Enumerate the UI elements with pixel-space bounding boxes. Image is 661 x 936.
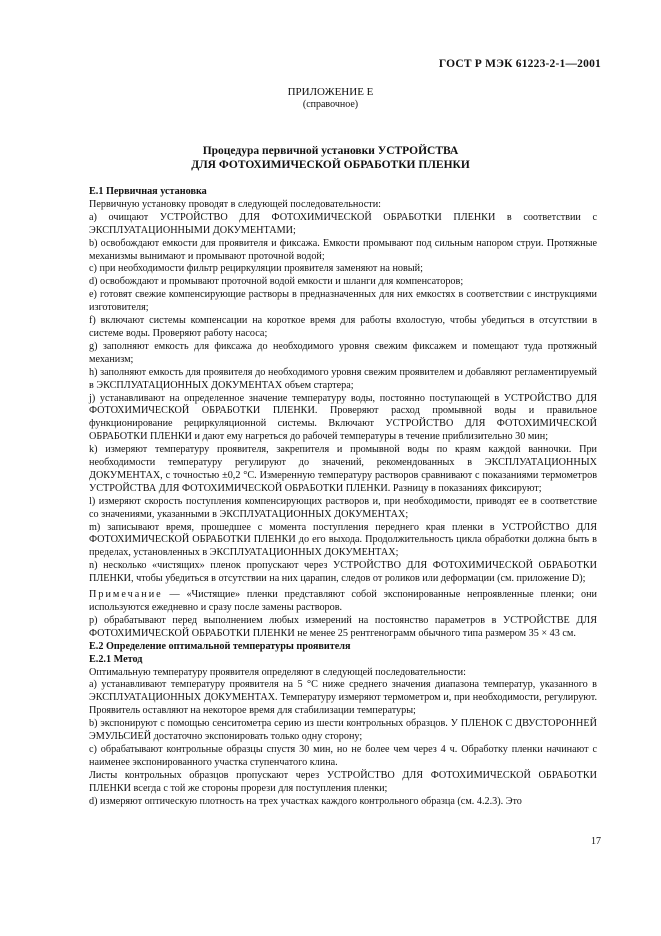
body-paragraph: e) готовят свежие компенсирующие растворы в предназначенных для них емкостях в соответствии с инструкциями изготовителя; — [89, 289, 597, 314]
body-paragraph: Первичную установку проводят в следующей последовательности: — [89, 198, 381, 210]
document-title-line2: ДЛЯ ФОТОХИМИЧЕСКОЙ ОБРАБОТКИ ПЛЕНКИ — [191, 159, 470, 171]
body-paragraph: g) заполняют емкость для фиксажа до необходимого уровня свежим фиксажем и помещают туда протяжный механизм; — [89, 340, 597, 365]
body-paragraph: a) очищают УСТРОЙСТВО ДЛЯ ФОТОХИМИЧЕСКОЙ ОБРАБОТКИ ПЛЕНКИ в соответствии с ЭКСПЛУАТАЦИОННЫМИ ДОКУМЕНТАМИ; — [89, 211, 597, 236]
body-paragraph: a) устанавливают температуру проявителя на 5 °С ниже среднего значения диапазона температур, указанного в ЭКСПЛУАТАЦИОННЫХ ДОКУМЕНТАХ. Температуру измеряют термометром и, при необходимости, регулируют. Проявитель оставляют на некоторое время для стабилизации температуры; — [89, 679, 597, 717]
section-heading: Е.1 Первичная установка — [89, 186, 207, 197]
body-paragraph: Оптимальную температуру проявителя определяют в следующей последовательности: — [89, 666, 466, 678]
note-text: — «Чистящие» пленки представляют собой экспонированные непроявленные пленки; они используются ежедневно и сразу после замены растворов. — [89, 589, 597, 613]
body-paragraph: m) записывают время, прошедшее с момента поступления переднего края пленки в УСТРОЙСТВО ДЛЯ ФОТОХИМИЧЕСКОЙ ОБРАБОТКИ ПЛЕНКИ до его выхода. Продолжительность цикла обработки должна быть в пределах, установленных в ЭКСПЛУАТАЦИОННЫХ ДОКУМЕНТАХ; — [89, 521, 597, 559]
body-paragraph: b) освобождают емкости для проявителя и фиксажа. Емкости промывают под сильным напором струи. Протяжные механизмы вынимают и промывают проточной водой; — [89, 237, 597, 262]
note-label: Примечание — [89, 589, 163, 601]
body-paragraph: j) устанавливают на определенное значение температуру воды, постоянно поступающей в УСТРОЙСТВО ДЛЯ ФОТОХИМИЧЕСКОЙ ОБРАБОТКИ ПЛЕНКИ. Проверяют расход промывной воды и правильное функционирование рециркуляционной системы. Включают УСТРОЙСТВО ДЛЯ ФОТОХИМИЧЕСКОЙ ОБРАБОТКИ ПЛЕНКИ и дают ему нагреться до рабочей температуры в течение приблизительно 30 мин; — [89, 392, 597, 443]
appendix-title: ПРИЛОЖЕНИЕ Е — [287, 86, 374, 98]
body-paragraph: Листы контрольных образцов пропускают через УСТРОЙСТВО ДЛЯ ФОТОХИМИЧЕСКОЙ ОБРАБОТКИ ПЛЕНКИ всегда с той же стороны прорези для поступления пленки; — [89, 769, 597, 794]
body-paragraph: d) измеряют оптическую плотность на трех участках каждого контрольного образца (см. 4.2.3). Это — [89, 795, 522, 807]
page-number: 17 — [591, 836, 601, 847]
body-paragraph: c) обрабатывают контрольные образцы спустя 30 мин, но не более чем через 4 ч. Обработку пленки начинают с наименее экспонированного участка ступенчатого клина. — [89, 743, 597, 768]
body-paragraph: p) обрабатывают перед выполнением любых измерений на постоянство параметров в УСТРОЙСТВЕ ДЛЯ ФОТОХИМИЧЕСКОЙ ОБРАБОТКИ ПЛЕНКИ не менее 25 рентгенограмм обычного типа размером 35 × 43 см. — [89, 614, 597, 639]
note-paragraph — [89, 589, 597, 615]
standard-header: ГОСТ Р МЭК 61223-2-1—2001 — [438, 58, 601, 70]
document-body — [89, 186, 597, 809]
section-heading: Е.2 Определение оптимальной температуры проявителя — [89, 640, 351, 652]
body-paragraph: l) измеряют скорость поступления компенсирующих растворов и, при необходимости, приводят ее в соответствие со значениями, указанными в ЭКСПЛУАТАЦИОННЫХ ДОКУМЕНТАХ; — [89, 495, 597, 520]
body-paragraph: d) освобождают и промывают проточной водой емкости и шланги для компенсаторов; — [89, 276, 464, 288]
body-paragraph: k) измеряют температуру проявителя, закрепителя и промывной воды по краям каждой ванночки. При необходимости температуру регулируют до значений, рекомендованных в ЭКСПЛУАТАЦИОННЫХ ДОКУМЕНТАХ, с точностью ±0,2 °С. Измеренную температуру растворов сравнивают с показаниями термометров УСТРОЙСТВА ДЛЯ ФОТОХИМИЧЕСКОЙ ОБРАБОТКИ ПЛЕНКИ. Разницу в показаниях фиксируют; — [89, 444, 597, 494]
body-paragraph: h) заполняют емкость для проявителя до необходимого уровня свежим проявителем и добавляют регламентируемый в ЭКСПЛУАТАЦИОННЫХ ДОКУМЕНТАХ объем стартера; — [89, 366, 597, 391]
section-heading: Е.2.1 Метод — [89, 653, 143, 665]
body-paragraph: f) включают системы компенсации на короткое время для работы вхолостую, чтобы убедиться в отсутствии в системе воды. Проверяют работу насоса; — [89, 315, 597, 339]
body-paragraph: b) экспонируют с помощью сенситометра серию из шести контрольных образцов. У ПЛЕНОК С ДВУСТОРОННЕЙ ЭМУЛЬСИЕЙ достаточно экспонировать только одну сторону; — [89, 718, 597, 743]
document-title-line1: Процедура первичной установки УСТРОЙСТВА — [202, 145, 459, 157]
body-paragraph: c) при необходимости фильтр рециркуляции проявителя заменяют на новый; — [89, 263, 423, 275]
body-paragraph: n) несколько «чистящих» пленок пропускают через УСТРОЙСТВО ДЛЯ ФОТОХИМИЧЕСКОЙ ОБРАБОТКИ ПЛЕНКИ, чтобы убедиться в отсутствии на них царапин, следов от роликов или деформации (см. приложение D); — [89, 560, 597, 585]
appendix-subtitle: (справочное) — [302, 99, 359, 110]
